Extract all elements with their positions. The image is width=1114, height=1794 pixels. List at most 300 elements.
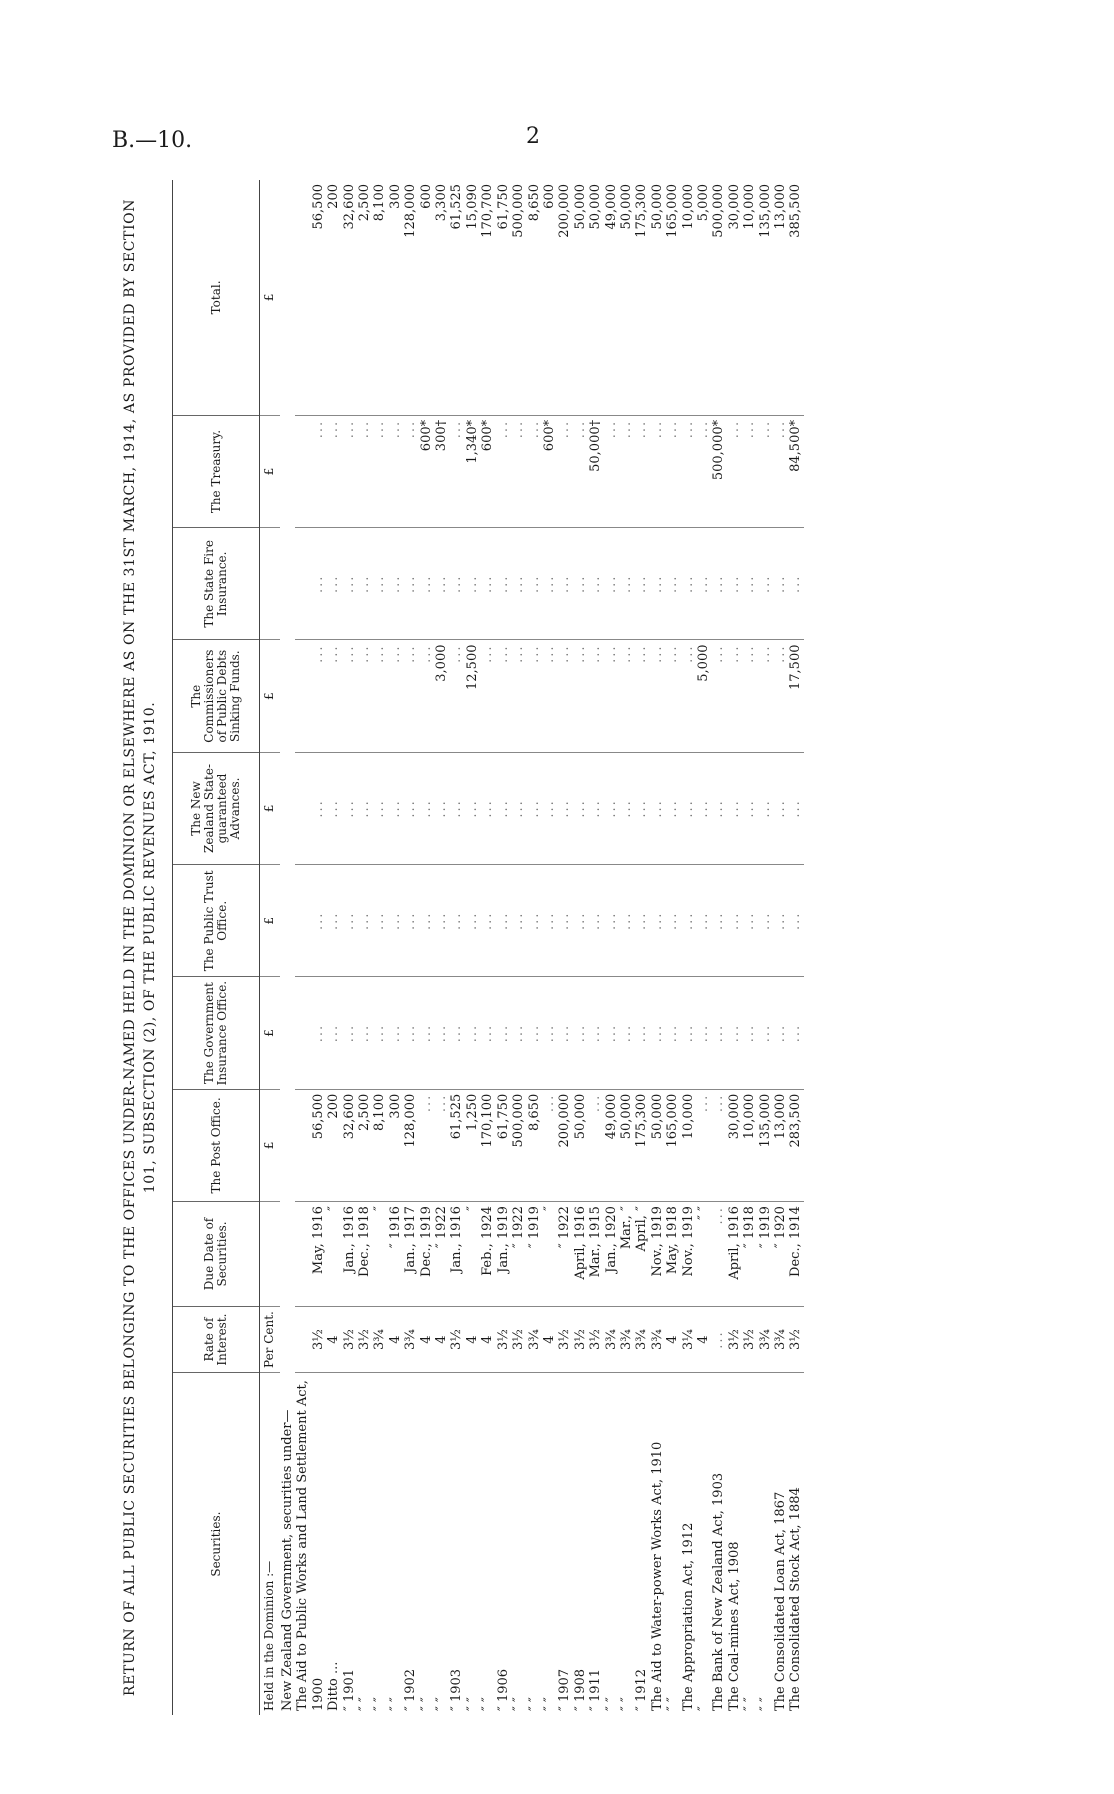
cell-fire-insurance: ... xyxy=(542,528,557,640)
cell-securities: The Bank of New Zealand Act, 1903 xyxy=(711,1472,727,1711)
cell-public-trust: ... xyxy=(403,865,418,977)
cell-advances: ... xyxy=(788,752,803,864)
cell-insurance: ... xyxy=(634,977,649,1089)
cell-securities: ″ ″ xyxy=(757,1697,773,1711)
cell-fire-insurance: ... xyxy=(326,528,341,640)
cell-rate: 3¾ xyxy=(527,1306,542,1372)
cell-post-office: ... xyxy=(696,1089,711,1201)
cell-commissioners: ... xyxy=(542,640,557,752)
cell-insurance: ... xyxy=(449,977,464,1089)
cell-fire-insurance: ... xyxy=(434,528,449,640)
table-row xyxy=(742,180,757,1715)
cell-treasury: 600* xyxy=(542,415,557,527)
cell-public-trust: ... xyxy=(434,865,449,977)
cell-securities: ″ 1907 xyxy=(557,1668,573,1711)
cell-due-date: May, 1916 xyxy=(311,1202,326,1307)
page-reference: B.—10. xyxy=(112,128,193,153)
cell-commissioners: ... xyxy=(557,640,572,752)
cell-treasury: ... xyxy=(357,415,372,527)
cell-securities: ″ 1903 xyxy=(449,1668,465,1711)
cell-commissioners: ... xyxy=(403,640,418,752)
cell-total: 3,300 xyxy=(434,180,449,415)
cell-insurance: ... xyxy=(681,977,696,1089)
table-row xyxy=(449,180,464,1715)
cell-securities: The Consolidated Loan Act, 1867 xyxy=(773,1491,788,1711)
cell-insurance: ... xyxy=(727,977,742,1089)
cell-post-office: 50,000 xyxy=(619,1089,634,1201)
cell-commissioners: ... xyxy=(573,640,588,752)
cell-post-office: 56,500 xyxy=(311,1089,326,1201)
cell-total: 600 xyxy=(542,180,557,415)
cell-fire-insurance: ... xyxy=(727,528,742,640)
cell-treasury: ... xyxy=(619,415,634,527)
cell-rate: 3¾ xyxy=(758,1306,773,1372)
cell-rate: 3½ xyxy=(357,1306,372,1372)
cell-advances: ... xyxy=(573,752,588,864)
cell-treasury: 84,500* xyxy=(788,415,803,527)
cell-total: 165,000 xyxy=(665,180,680,415)
cell-post-office: 175,300 xyxy=(634,1089,649,1201)
section-heading: Held in the Dominion :— xyxy=(262,1560,277,1711)
cell-rate: 3½ xyxy=(311,1306,326,1372)
cell-treasury: ... xyxy=(342,415,357,527)
cell-due-date: May, 1918 xyxy=(665,1202,680,1307)
cell-treasury: ... xyxy=(573,415,588,527)
cell-due-date: ″ 1918 xyxy=(742,1202,757,1307)
cell-insurance: ... xyxy=(758,977,773,1089)
col-total: Total. xyxy=(173,180,260,415)
cell-due-date: ″ 1922 xyxy=(434,1202,449,1307)
unit-pound: £ xyxy=(260,865,281,977)
cell-fire-insurance: ... xyxy=(650,528,665,640)
cell-due-date: ″ 1922 xyxy=(557,1202,572,1307)
cell-fire-insurance: ... xyxy=(449,528,464,640)
cell-total: 385,500 xyxy=(788,180,803,415)
cell-due-date: Dec., 1918 xyxy=(357,1202,372,1307)
cell-fire-insurance: ... xyxy=(465,528,480,640)
col-due-date: Due Date of Securities. xyxy=(173,1202,260,1307)
cell-total: 49,000 xyxy=(604,180,619,415)
cell-securities: The Consolidated Stock Act, 1884 xyxy=(788,1487,804,1711)
cell-post-office: 50,000 xyxy=(650,1089,665,1201)
cell-post-office: 300 xyxy=(388,1089,403,1201)
table-row xyxy=(496,180,511,1715)
cell-commissioners: ... xyxy=(650,640,665,752)
cell-treasury: ... xyxy=(742,415,757,527)
table-row xyxy=(758,180,773,1715)
cell-rate: 3½ xyxy=(742,1306,757,1372)
cell-commissioners: ... xyxy=(727,640,742,752)
cell-due-date xyxy=(295,1202,310,1307)
cell-due-date: ″ xyxy=(372,1202,387,1307)
cell-total: 600 xyxy=(419,180,434,415)
cell-fire-insurance: ... xyxy=(527,528,542,640)
cell-total: 170,700 xyxy=(480,180,495,415)
cell-insurance: ... xyxy=(326,977,341,1089)
cell-public-trust: ... xyxy=(496,865,511,977)
cell-advances: ... xyxy=(388,752,403,864)
cell-insurance: ... xyxy=(742,977,757,1089)
cell-commissioners: ... xyxy=(665,640,680,752)
cell-commissioners xyxy=(295,640,310,752)
cell-advances: ... xyxy=(588,752,603,864)
cell-treasury: ... xyxy=(403,415,418,527)
cell-due-date: Jan., 1917 xyxy=(403,1202,418,1307)
cell-fire-insurance: ... xyxy=(496,528,511,640)
unit-pound: £ xyxy=(260,977,281,1089)
unit-pound: £ xyxy=(260,180,281,415)
table-row xyxy=(588,180,603,1715)
unit-pound: £ xyxy=(260,640,281,752)
unit-row xyxy=(260,180,281,1715)
cell-post-office: 200 xyxy=(326,1089,341,1201)
cell-securities: ″ ″ xyxy=(387,1697,403,1711)
cell-advances: ... xyxy=(681,752,696,864)
cell-post-office: 200,000 xyxy=(557,1089,572,1201)
cell-advances: ... xyxy=(511,752,526,864)
cell-post-office: 135,000 xyxy=(758,1089,773,1201)
cell-treasury: 50,000† xyxy=(588,415,603,527)
cell-due-date: Mar., ″ xyxy=(619,1202,634,1307)
cell-due-date: April, 1916 xyxy=(727,1202,742,1307)
cell-insurance: ... xyxy=(403,977,418,1089)
cell-due-date: Jan., 1920 xyxy=(604,1202,619,1307)
cell-rate: 4 xyxy=(696,1306,711,1372)
cell-total: 61,525 xyxy=(449,180,464,415)
table-row xyxy=(542,180,557,1715)
cell-total: 128,000 xyxy=(403,180,418,415)
cell-rate: 4 xyxy=(419,1306,434,1372)
cell-rate: 3½ xyxy=(727,1306,742,1372)
cell-fire-insurance: ... xyxy=(788,528,803,640)
cell-treasury: ... xyxy=(650,415,665,527)
cell-due-date: ... xyxy=(711,1202,726,1307)
cell-fire-insurance: ... xyxy=(419,528,434,640)
cell-treasury: ... xyxy=(372,415,387,527)
cell-total: 2,500 xyxy=(357,180,372,415)
cell-public-trust: ... xyxy=(742,865,757,977)
cell-securities: ″ ″ xyxy=(526,1697,542,1711)
table-row xyxy=(311,180,326,1715)
cell-securities: ″ 1908 xyxy=(572,1668,588,1711)
cell-due-date: Nov., 1919 xyxy=(650,1202,665,1307)
cell-post-office: 10,000 xyxy=(681,1089,696,1201)
cell-securities: ″ ″ xyxy=(434,1697,450,1711)
cell-securities: ″ ″ xyxy=(665,1697,681,1711)
cell-securities: 1900 xyxy=(310,1677,326,1711)
cell-treasury: ... xyxy=(665,415,680,527)
cell-post-office: 13,000 xyxy=(773,1089,788,1201)
cell-treasury: ... xyxy=(449,415,464,527)
cell-rate: 3½ xyxy=(588,1306,603,1372)
cell-insurance: ... xyxy=(773,977,788,1089)
cell-commissioners: ... xyxy=(511,640,526,752)
cell-securities: ″ 1906 xyxy=(495,1668,511,1711)
cell-fire-insurance: ... xyxy=(557,528,572,640)
cell-total: 8,100 xyxy=(372,180,387,415)
cell-securities: ″ ″ xyxy=(618,1697,634,1711)
cell-total: 500,000 xyxy=(511,180,526,415)
cell-insurance: ... xyxy=(434,977,449,1089)
cell-fire-insurance: ... xyxy=(619,528,634,640)
cell-public-trust: ... xyxy=(758,865,773,977)
col-advances: The New Zealand State-guaranteed Advances. xyxy=(173,752,260,864)
cell-commissioners: ... xyxy=(604,640,619,752)
cell-rate: 3¾ xyxy=(650,1306,665,1372)
cell-post-office: ... xyxy=(434,1089,449,1201)
cell-public-trust: ... xyxy=(696,865,711,977)
cell-public-trust: ... xyxy=(449,865,464,977)
cell-total: 56,500 xyxy=(311,180,326,415)
table-row xyxy=(372,180,387,1715)
cell-insurance: ... xyxy=(788,977,803,1089)
cell-treasury: ... xyxy=(681,415,696,527)
cell-public-trust: ... xyxy=(419,865,434,977)
cell-securities: ″ ″ xyxy=(464,1697,480,1711)
cell-insurance: ... xyxy=(557,977,572,1089)
cell-commissioners: ... xyxy=(742,640,757,752)
cell-insurance: ... xyxy=(527,977,542,1089)
cell-total: 200,000 xyxy=(557,180,572,415)
cell-advances: ... xyxy=(604,752,619,864)
cell-public-trust: ... xyxy=(542,865,557,977)
cell-post-office: 61,525 xyxy=(449,1089,464,1201)
cell-fire-insurance: ... xyxy=(511,528,526,640)
table-row xyxy=(357,180,372,1715)
cell-advances: ... xyxy=(758,752,773,864)
cell-rate: 3½ xyxy=(496,1306,511,1372)
table-row xyxy=(650,180,665,1715)
cell-post-office: ... xyxy=(542,1089,557,1201)
cell-post-office: 32,600 xyxy=(342,1089,357,1201)
subsection-row xyxy=(280,180,295,1715)
cell-insurance: ... xyxy=(419,977,434,1089)
table-row xyxy=(295,180,310,1715)
cell-post-office: 165,000 xyxy=(665,1089,680,1201)
cell-due-date: ″ 1922 xyxy=(511,1202,526,1307)
cell-rate: 4 xyxy=(388,1306,403,1372)
cell-treasury: ... xyxy=(773,415,788,527)
cell-rate: 4 xyxy=(665,1306,680,1372)
cell-commissioners: ... xyxy=(449,640,464,752)
table-row xyxy=(573,180,588,1715)
table-row xyxy=(511,180,526,1715)
cell-securities: ″ 1901 xyxy=(341,1668,357,1711)
securities-table xyxy=(172,180,804,1715)
cell-rate: 3½ xyxy=(511,1306,526,1372)
cell-public-trust: ... xyxy=(788,865,803,977)
cell-rate: 4 xyxy=(480,1306,495,1372)
cell-commissioners: 17,500 xyxy=(788,640,803,752)
cell-commissioners: 3,000 xyxy=(434,640,449,752)
cell-treasury: 300† xyxy=(434,415,449,527)
table-row xyxy=(434,180,449,1715)
cell-total: 10,000 xyxy=(742,180,757,415)
cell-securities: The Aid to Public Works and Land Settlement Act, xyxy=(295,1380,311,1711)
cell-securities: ″ ″ xyxy=(511,1697,527,1711)
cell-due-date: Feb., 1924 xyxy=(480,1202,495,1307)
cell-fire-insurance: ... xyxy=(681,528,696,640)
cell-public-trust: ... xyxy=(465,865,480,977)
cell-public-trust: ... xyxy=(665,865,680,977)
cell-rate xyxy=(295,1306,310,1372)
cell-due-date: ″ 1919 xyxy=(758,1202,773,1307)
cell-advances: ... xyxy=(311,752,326,864)
cell-treasury: ... xyxy=(311,415,326,527)
cell-advances: ... xyxy=(449,752,464,864)
cell-public-trust: ... xyxy=(527,865,542,977)
cell-total: 200 xyxy=(326,180,341,415)
cell-insurance: ... xyxy=(480,977,495,1089)
cell-fire-insurance: ... xyxy=(742,528,757,640)
cell-due-date: Nov., 1919 xyxy=(681,1202,696,1307)
cell-treasury: ... xyxy=(557,415,572,527)
table-row xyxy=(788,180,803,1715)
cell-treasury: ... xyxy=(758,415,773,527)
cell-commissioners: ... xyxy=(357,640,372,752)
cell-advances: ... xyxy=(742,752,757,864)
cell-total: 50,000 xyxy=(650,180,665,415)
cell-fire-insurance: ... xyxy=(588,528,603,640)
subsection-heading: New Zealand Government, securities under— xyxy=(280,1409,295,1711)
cell-post-office: 61,750 xyxy=(496,1089,511,1201)
cell-commissioners: ... xyxy=(588,640,603,752)
table-title: RETURN OF ALL PUBLIC SECURITIES BELONGING TO THE OFFICES UNDER-NAMED HELD IN THE DOMINION OR ELSEWHERE AS ON THE 31ST MARCH, 1914, AS PROVIDED BY SECTION 101, SUBSECTION (2), OF THE PUBLIC REVENUES ACT, 1910. xyxy=(122,198,158,1697)
cell-insurance xyxy=(295,977,310,1089)
cell-treasury: ... xyxy=(326,415,341,527)
cell-total: 15,090 xyxy=(465,180,480,415)
cell-securities: Ditto ... xyxy=(326,1661,342,1711)
cell-fire-insurance: ... xyxy=(573,528,588,640)
cell-fire-insurance: ... xyxy=(773,528,788,640)
cell-securities: ″ ″ xyxy=(742,1697,758,1711)
cell-commissioners: ... xyxy=(773,640,788,752)
cell-treasury: 600* xyxy=(480,415,495,527)
cell-treasury: ... xyxy=(634,415,649,527)
cell-commissioners: ... xyxy=(496,640,511,752)
table-row xyxy=(665,180,680,1715)
cell-post-office: 50,000 xyxy=(573,1089,588,1201)
cell-commissioners: ... xyxy=(480,640,495,752)
cell-advances: ... xyxy=(696,752,711,864)
table-row xyxy=(403,180,418,1715)
cell-rate: 3¾ xyxy=(403,1306,418,1372)
cell-treasury: 1,340* xyxy=(465,415,480,527)
col-public-trust: The Public Trust Office. xyxy=(173,865,260,977)
cell-rate: 3¾ xyxy=(773,1306,788,1372)
cell-public-trust: ... xyxy=(681,865,696,977)
cell-securities: ″ 1902 xyxy=(403,1668,419,1711)
cell-advances: ... xyxy=(372,752,387,864)
cell-fire-insurance: ... xyxy=(403,528,418,640)
cell-due-date: Dec., 1914 xyxy=(788,1202,803,1307)
cell-advances: ... xyxy=(773,752,788,864)
cell-public-trust: ... xyxy=(388,865,403,977)
cell-insurance: ... xyxy=(711,977,726,1089)
cell-fire-insurance: ... xyxy=(758,528,773,640)
cell-public-trust: ... xyxy=(311,865,326,977)
cell-fire-insurance xyxy=(295,528,310,640)
cell-advances: ... xyxy=(419,752,434,864)
cell-total: 32,600 xyxy=(342,180,357,415)
cell-commissioners: 12,500 xyxy=(465,640,480,752)
cell-public-trust: ... xyxy=(326,865,341,977)
cell-post-office: ... xyxy=(588,1089,603,1201)
unit-pound: £ xyxy=(260,415,281,527)
cell-advances: ... xyxy=(619,752,634,864)
cell-treasury: ... xyxy=(604,415,619,527)
cell-public-trust: ... xyxy=(619,865,634,977)
cell-due-date: Jan., 1916 xyxy=(342,1202,357,1307)
header-row xyxy=(173,180,260,1715)
cell-total: 135,000 xyxy=(758,180,773,415)
col-rate: Rate of Interest. xyxy=(173,1306,260,1372)
table-row xyxy=(557,180,572,1715)
cell-rate: 4 xyxy=(542,1306,557,1372)
cell-advances: ... xyxy=(711,752,726,864)
unit-pound: £ xyxy=(260,1089,281,1201)
cell-treasury: ... xyxy=(527,415,542,527)
cell-treasury xyxy=(295,415,310,527)
unit-pound: £ xyxy=(260,752,281,864)
cell-public-trust: ... xyxy=(372,865,387,977)
cell-fire-insurance: ... xyxy=(711,528,726,640)
cell-commissioners: ... xyxy=(311,640,326,752)
table-row xyxy=(681,180,696,1715)
cell-insurance: ... xyxy=(619,977,634,1089)
cell-rate: 4 xyxy=(465,1306,480,1372)
cell-advances: ... xyxy=(357,752,372,864)
cell-public-trust: ... xyxy=(342,865,357,977)
cell-securities: The Coal-mines Act, 1908 xyxy=(726,1541,742,1711)
cell-commissioners: ... xyxy=(619,640,634,752)
cell-treasury: 600* xyxy=(419,415,434,527)
cell-insurance: ... xyxy=(650,977,665,1089)
cell-advances: ... xyxy=(480,752,495,864)
cell-securities: ″ ″ xyxy=(357,1697,373,1711)
cell-post-office: 49,000 xyxy=(604,1089,619,1201)
cell-public-trust: ... xyxy=(357,865,372,977)
cell-post-office: 500,000 xyxy=(511,1089,526,1201)
cell-fire-insurance: ... xyxy=(342,528,357,640)
cell-fire-insurance: ... xyxy=(480,528,495,640)
table-row xyxy=(465,180,480,1715)
cell-post-office: 8,100 xyxy=(372,1089,387,1201)
cell-securities: The Aid to Water-power Works Act, 1910 xyxy=(649,1441,665,1711)
table-row xyxy=(342,180,357,1715)
cell-fire-insurance: ... xyxy=(634,528,649,640)
cell-securities: ″ ″ xyxy=(480,1697,496,1711)
cell-rate: ... xyxy=(711,1306,726,1372)
cell-advances: ... xyxy=(527,752,542,864)
table-row xyxy=(326,180,341,1715)
cell-securities: ″ ″ xyxy=(603,1697,619,1711)
cell-public-trust: ... xyxy=(511,865,526,977)
cell-commissioners: ... xyxy=(326,640,341,752)
cell-due-date: Jan., 1916 xyxy=(449,1202,464,1307)
cell-advances: ... xyxy=(665,752,680,864)
cell-securities: ″ ″ xyxy=(418,1697,434,1711)
cell-post-office: 128,000 xyxy=(403,1089,418,1201)
cell-fire-insurance: ... xyxy=(372,528,387,640)
cell-due-date: ″ xyxy=(326,1202,341,1307)
cell-total: 13,000 xyxy=(773,180,788,415)
cell-rate: 3¼ xyxy=(681,1306,696,1372)
cell-post-office xyxy=(295,1089,310,1201)
cell-post-office: 1,250 xyxy=(465,1089,480,1201)
cell-rate: 3½ xyxy=(342,1306,357,1372)
cell-fire-insurance: ... xyxy=(604,528,619,640)
